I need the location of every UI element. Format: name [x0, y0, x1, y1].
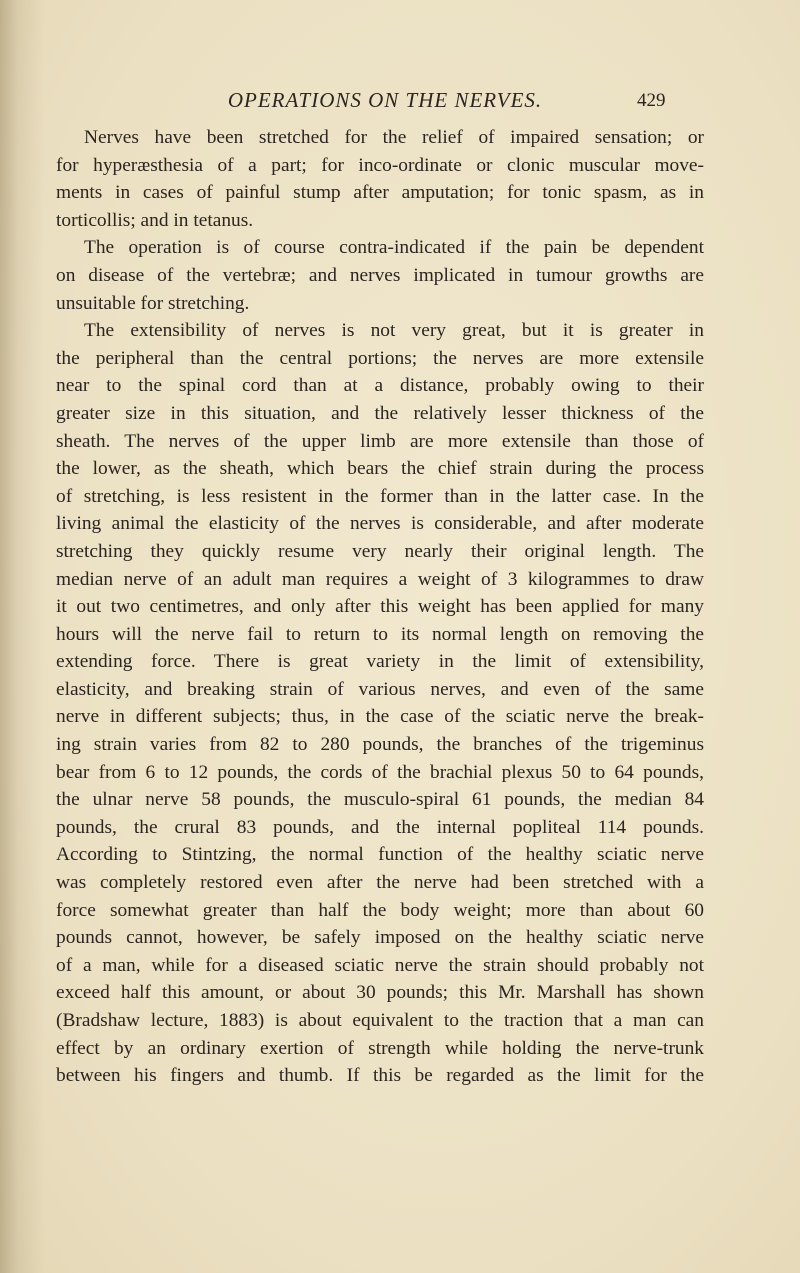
text-line: pounds cannot, however, be safely imposed on the healthy sciatic nerve [56, 927, 704, 949]
text-line: force somewhat greater than half the body weight; more than about 60 [56, 899, 704, 921]
text-line: ments in cases of painful stump after amputation; for tonic spasm, as in [56, 182, 704, 204]
text-line: for hyperæsthesia of a part; for inco-ordinate or clonic muscular move- [56, 154, 704, 176]
text-line: hours will the nerve fail to return to its normal length on removing the [56, 623, 704, 645]
text-line: torticollis; and in tetanus. [56, 209, 254, 231]
page-number: 429 [637, 90, 666, 111]
text-line: bear from 6 to 12 pounds, the cords of the brachial plexus 50 to 64 pounds, [56, 761, 704, 783]
text-line: sheath. The nerves of the upper limb are more extensile than those of [56, 430, 704, 452]
text-line: According to Stintzing, the normal function of the healthy sciatic nerve [56, 844, 704, 866]
text-line: The extensibility of nerves is not very great, but it is greater in [84, 320, 704, 342]
text-line: The operation is of course contra-indicated if the pain be dependent [84, 237, 704, 259]
text-line: the peripheral than the central portions; the nerves are more extensile [56, 347, 704, 369]
text-line: between his fingers and thumb. If this be regarded as the limit for the [56, 1065, 704, 1087]
text-line: ing strain varies from 82 to 280 pounds, the branches of the trigeminus [56, 734, 704, 756]
text-line: greater size in this situation, and the relatively lesser thickness of the [56, 402, 704, 424]
text-line: unsuitable for stretching. [56, 292, 250, 314]
text-line: exceed half this amount, or about 30 pounds; this Mr. Marshall has shown [56, 982, 704, 1004]
text-line: near to the spinal cord than at a distance, probably owing to their [56, 375, 704, 397]
running-head: OPERATIONS ON THE NERVES. [227, 88, 543, 112]
text-line: (Bradshaw lecture, 1883) is about equivalent to the traction that a man can [56, 1010, 704, 1031]
text-line: effect by an ordinary exertion of strength while holding the nerve-trunk [56, 1037, 704, 1059]
body-text [56, 124, 704, 1090]
text-line: elasticity, and breaking strain of various nerves, and even of the same [56, 678, 704, 700]
text-line: Nerves have been stretched for the relief of impaired sensation; or [84, 127, 704, 148]
text-line: living animal the elasticity of the nerves is considerable, and after moderate [56, 513, 704, 535]
text-line: the lower, as the sheath, which bears the chief strain during the process [56, 458, 704, 480]
text-line: the ulnar nerve 58 pounds, the musculo-spiral 61 pounds, the median 84 [56, 789, 704, 811]
text-line: on disease of the vertebræ; and nerves implicated in tumour growths are [56, 264, 704, 286]
text-line: extending force. There is great variety in the limit of extensibility, [56, 651, 704, 673]
text-line: nerve in different subjects; thus, in the case of the sciatic nerve the break- [56, 706, 704, 728]
text-line: was completely restored even after the nerve had been stretched with a [56, 872, 704, 894]
text-line: it out two centimetres, and only after this weight has been applied for many [56, 596, 704, 618]
text-line: pounds, the crural 83 pounds, and the internal popliteal 114 pounds. [56, 816, 704, 838]
text-line: median nerve of an adult man requires a weight of 3 kilogrammes to draw [56, 568, 704, 590]
text-line: of a man, while for a diseased sciatic nerve the strain should probably not [56, 954, 704, 976]
text-line: stretching they quickly resume very nearly their original length. The [56, 540, 704, 562]
text-line: of stretching, is less resistent in the former than in the latter case. In the [56, 485, 704, 507]
